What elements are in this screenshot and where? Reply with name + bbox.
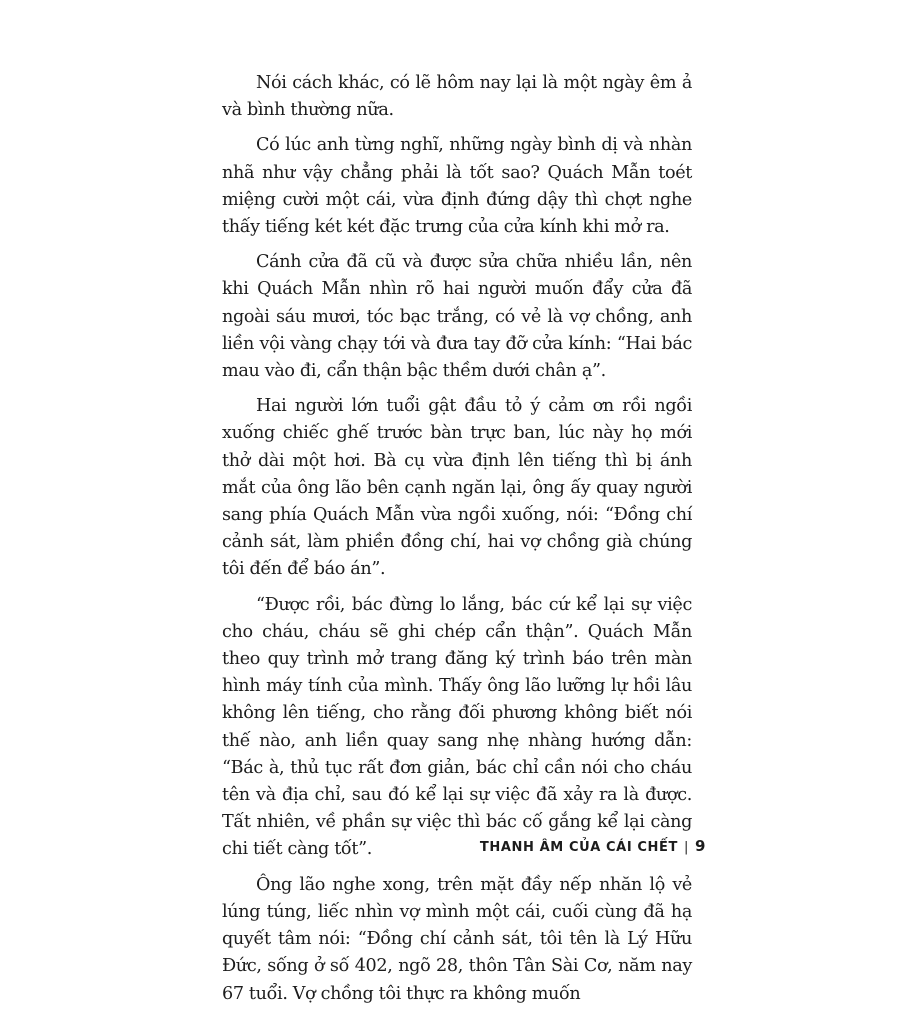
paragraph: Có lúc anh từng nghĩ, những ngày bình dị và nhàn nhã như vậy chẳng phải là tốt sao? Quách Mẫn toét miệng cười một cái, vừa định đứng dậy thì chợt nghe thấy tiếng két két đặc trưng của cửa kính khi mở ra. bbox=[222, 135, 692, 238]
page-number: 9 bbox=[694, 837, 706, 855]
footer-separator: | bbox=[683, 840, 689, 855]
page-body-text bbox=[222, 70, 692, 1016]
paragraph: Ông lão nghe xong, trên mặt đầy nếp nhăn lộ vẻ lúng túng, liếc nhìn vợ mình một cái, cuối cùng đã hạ quyết tâm nói: “Đồng chí cảnh sát, tôi tên là Lý Hữu Đức, sống ở số 402, ngõ 28, thôn Tân Sài Cơ, năm nay 67 tuổi. Vợ chồng tôi thực ra không muốn bbox=[222, 874, 692, 1004]
paragraph: Hai người lớn tuổi gật đầu tỏ ý cảm ơn rồi ngồi xuống chiếc ghế trước bàn trực ban, lúc này họ mới thở dài một hơi. Bà cụ vừa định lên tiếng thì bị ánh mắt của ông lão bên cạnh ngăn lại, ông ấy quay người sang phía Quách Mẫn vừa ngồi xuống, nói: “Đồng chí cảnh sát, làm phiền đồng chí, hai vợ chồng già chúng tôi đến để báo án”. bbox=[222, 396, 692, 580]
running-footer bbox=[480, 837, 706, 855]
paragraph: Cánh cửa đã cũ và được sửa chữa nhiều lần, nên khi Quách Mẫn nhìn rõ hai người muốn đẩy cửa đã ngoài sáu mươi, tóc bạc trắng, có vẻ là vợ chồng, anh liền vội vàng chạy tới và đưa tay đỡ cửa kính: “Hai bác mau vào đi, cẩn thận bậc thềm dưới chân ạ”. bbox=[222, 252, 692, 382]
paragraph: Nói cách khác, có lẽ hôm nay lại là một ngày êm ả và bình thường nữa. bbox=[222, 73, 692, 121]
book-title: THANH ÂM CỦA CÁI CHẾT bbox=[479, 840, 678, 855]
paragraph: “Được rồi, bác đừng lo lắng, bác cứ kể lại sự việc cho cháu, cháu sẽ ghi chép cẩn thận”. Quách Mẫn theo quy trình mở trang đăng ký trình báo trên màn hình máy tính của mình. Thấy ông lão lưỡng lự hồi lâu không lên tiếng, cho rằng đối phương không biết nói thế nào, anh liền quay sang nhẹ nhàng hướng dẫn: “Bác à, thủ tục rất đơn giản, bác chỉ cần nói cho cháu tên và địa chỉ, sau đó kể lại sự việc đã xảy ra là được. Tất nhiên, về phần sự việc thì bác cố gắng kể lại càng chi tiết càng tốt”. bbox=[222, 594, 692, 860]
